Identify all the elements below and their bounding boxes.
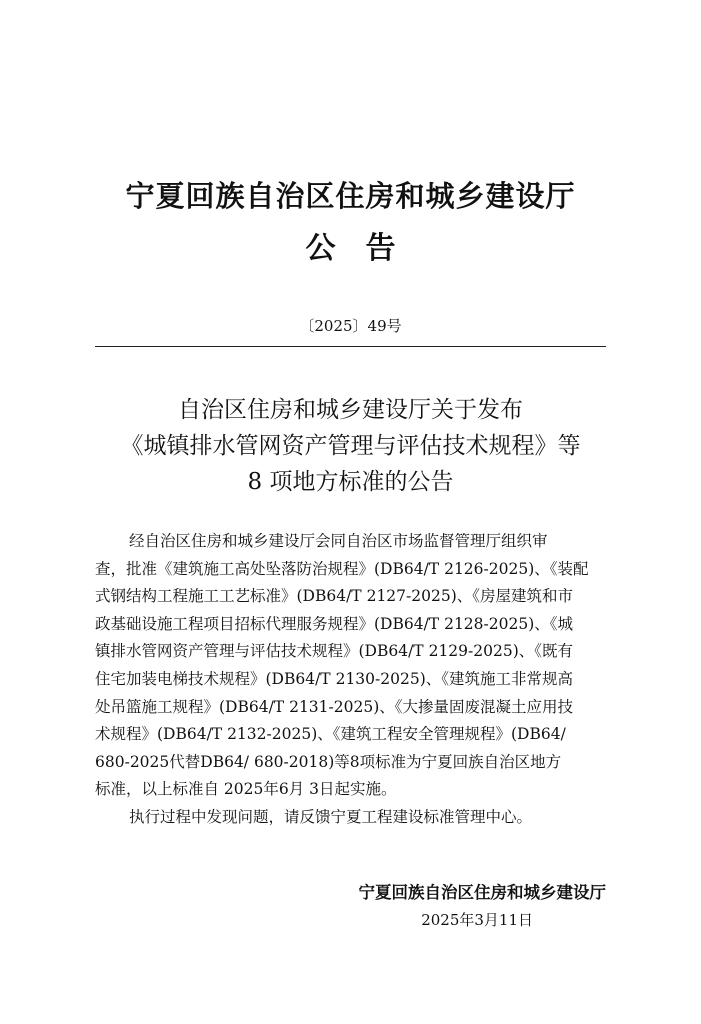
body-line: 术规程》(DB64/T 2132-2025)、《建筑工程安全管理规程》(DB64/ <box>95 725 566 744</box>
announcement-headline <box>60 392 641 500</box>
header-divider <box>95 346 606 347</box>
announcement-body <box>95 528 615 832</box>
body-paragraph-feedback: 执行过程中发现问题，请反馈宁夏工程建设标准管理中心。 <box>129 807 533 826</box>
body-line: 住宅加装电梯技术规程》(DB64/T 2130-2025)、《建筑施工非常规高 <box>95 669 574 688</box>
document-type: 公 告 <box>305 231 396 266</box>
headline-line: 8 项地方标准的公告 <box>247 469 454 495</box>
signature-issuer: 宁夏回族自治区住房和城乡建设厅 <box>358 883 606 902</box>
issuer-title: 宁夏回族自治区住房和城乡建设厅 <box>125 179 576 213</box>
document-number: 〔2025〕49号 <box>299 317 402 335</box>
body-line: 680-2025代替DB64/ 680-2018)等8项标准为宁夏回族自治区地方 <box>95 752 562 771</box>
body-line: 经自治区住房和城乡建设厅会同自治区市场监督管理厅组织审 <box>129 532 548 550</box>
body-line: 标准，以上标准自 2025年6月 3日起实施。 <box>95 780 397 799</box>
headline-line: 自治区住房和城乡建设厅关于发布 <box>178 397 523 423</box>
body-line: 查，批准《建筑施工高处坠落防治规程》(DB64/T 2126-2025)、《装配 <box>95 559 589 578</box>
body-line: 镇排水管网资产管理与评估技术规程》(DB64/T 2129-2025)、《既有 <box>95 642 574 661</box>
signature-date: 2025年3月11日 <box>421 911 533 929</box>
body-line: 式钢结构工程施工工艺标准》(DB64/T 2127-2025)、《房屋建筑和市 <box>95 587 574 606</box>
headline-line: 《城镇排水管网资产管理与评估技术规程》等 <box>120 433 581 459</box>
body-line: 处吊篮施工规程》(DB64/T 2131-2025)、《大掺量固废混凝土应用技 <box>95 697 574 716</box>
body-line: 政基础设施工程项目招标代理服务规程》(DB64/T 2128-2025)、《城 <box>95 614 574 633</box>
